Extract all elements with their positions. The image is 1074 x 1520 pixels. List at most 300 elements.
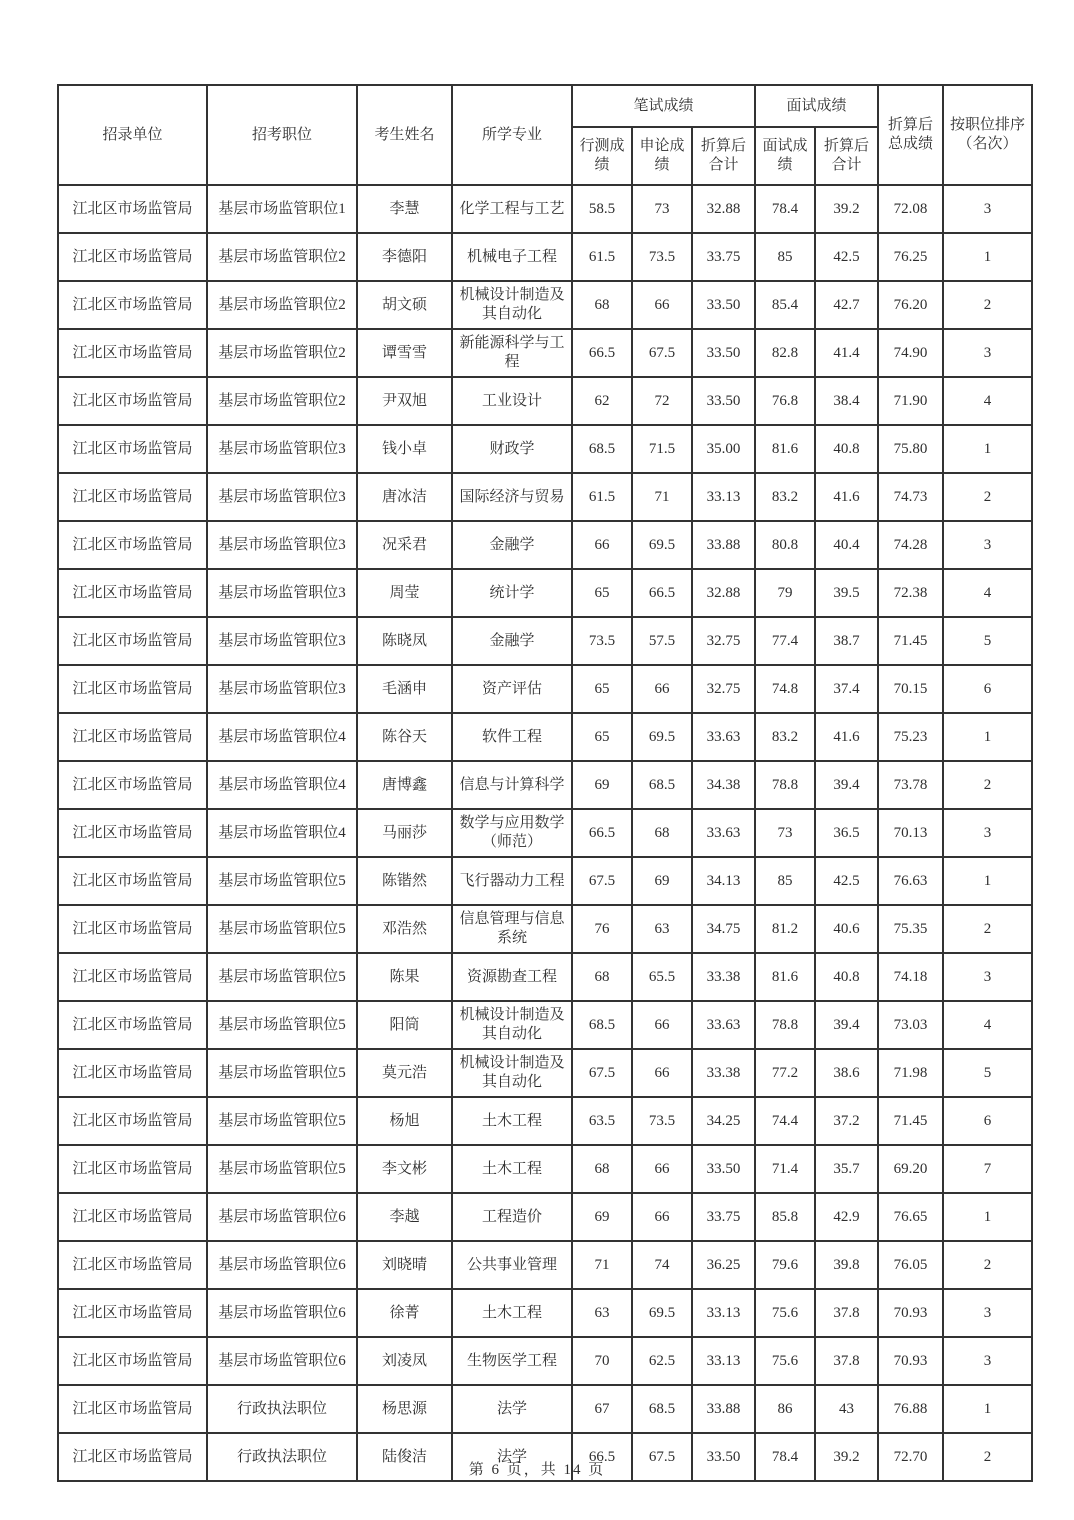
table-row: [58, 281, 1032, 329]
table-cell: 66: [632, 1001, 692, 1049]
table-cell: 基层市场监管职位2: [207, 329, 357, 377]
table-cell: 67.5: [572, 1049, 632, 1097]
table-row: [58, 1385, 1032, 1433]
table-cell: 69.5: [632, 713, 692, 761]
table-row: [58, 953, 1032, 1001]
table-cell: 32.88: [692, 569, 755, 617]
table-cell: 33.75: [692, 1193, 755, 1241]
table-cell: 39.5: [815, 569, 878, 617]
table-row: [58, 425, 1032, 473]
table-cell: 基层市场监管职位4: [207, 713, 357, 761]
table-cell: 71.90: [878, 377, 943, 425]
table-cell: 基层市场监管职位5: [207, 1097, 357, 1145]
table-cell: 化学工程与工艺: [452, 185, 572, 233]
table-cell: 79.6: [755, 1241, 815, 1289]
table-cell: 土木工程: [452, 1289, 572, 1337]
table-cell: 74.18: [878, 953, 943, 1001]
table-cell: 基层市场监管职位5: [207, 1001, 357, 1049]
table-cell: 66: [632, 665, 692, 713]
table-cell: 6: [943, 665, 1032, 713]
table-cell: 李越: [357, 1193, 452, 1241]
table-cell: 76.65: [878, 1193, 943, 1241]
col-header-interview-group: 面试成绩: [755, 85, 878, 127]
table-cell: 江北区市场监管局: [58, 1193, 207, 1241]
table-cell: 86: [755, 1385, 815, 1433]
table-cell: 国际经济与贸易: [452, 473, 572, 521]
table-cell: 72.70: [878, 1433, 943, 1481]
table-cell: 基层市场监管职位6: [207, 1241, 357, 1289]
table-cell: 42.5: [815, 857, 878, 905]
table-cell: 66.5: [572, 1433, 632, 1481]
col-header-interview-score: 面试成绩: [755, 127, 815, 185]
col-header-written-group: 笔试成绩: [572, 85, 755, 127]
table-cell: 74.4: [755, 1097, 815, 1145]
table-row: [58, 185, 1032, 233]
table-cell: 生物医学工程: [452, 1337, 572, 1385]
table-cell: 陈锴然: [357, 857, 452, 905]
table-cell: 39.2: [815, 185, 878, 233]
table-cell: 江北区市场监管局: [58, 1337, 207, 1385]
table-cell: 40.6: [815, 905, 878, 953]
table-cell: 基层市场监管职位6: [207, 1193, 357, 1241]
table-cell: 33.75: [692, 233, 755, 281]
table-cell: 基层市场监管职位2: [207, 281, 357, 329]
table-row: [58, 521, 1032, 569]
table-row: [58, 1241, 1032, 1289]
table-cell: 73.78: [878, 761, 943, 809]
table-row: [58, 1145, 1032, 1193]
table-cell: 72.38: [878, 569, 943, 617]
table-cell: 江北区市场监管局: [58, 233, 207, 281]
table-cell: 资源勘查工程: [452, 953, 572, 1001]
table-cell: 73: [632, 185, 692, 233]
table-cell: 33.13: [692, 1337, 755, 1385]
table-cell: 65: [572, 713, 632, 761]
table-cell: 基层市场监管职位5: [207, 953, 357, 1001]
table-row: [58, 569, 1032, 617]
table-row: [58, 1049, 1032, 1097]
table-cell: 85.8: [755, 1193, 815, 1241]
table-cell: 70.15: [878, 665, 943, 713]
table-cell: 江北区市场监管局: [58, 1289, 207, 1337]
table-cell: 85: [755, 857, 815, 905]
table-cell: 李德阳: [357, 233, 452, 281]
table-cell: 37.8: [815, 1337, 878, 1385]
table-cell: 69: [632, 857, 692, 905]
table-cell: 6: [943, 1097, 1032, 1145]
table-cell: 65: [572, 569, 632, 617]
table-cell: 5: [943, 617, 1032, 665]
table-cell: 61.5: [572, 473, 632, 521]
table-cell: 42.5: [815, 233, 878, 281]
table-row: [58, 1097, 1032, 1145]
table-cell: 陈谷天: [357, 713, 452, 761]
table-cell: 71.5: [632, 425, 692, 473]
table-cell: 40.4: [815, 521, 878, 569]
table-cell: 江北区市场监管局: [58, 857, 207, 905]
table-cell: 68.5: [632, 1385, 692, 1433]
table-cell: 65.5: [632, 953, 692, 1001]
table-cell: 江北区市场监管局: [58, 377, 207, 425]
table-cell: 72.08: [878, 185, 943, 233]
table-cell: 39.4: [815, 761, 878, 809]
table-cell: 基层市场监管职位4: [207, 761, 357, 809]
table-row: [58, 1289, 1032, 1337]
table-cell: 机械设计制造及其自动化: [452, 1001, 572, 1049]
table-cell: 65: [572, 665, 632, 713]
table-cell: 41.6: [815, 473, 878, 521]
table-cell: 38.6: [815, 1049, 878, 1097]
table-cell: 33.50: [692, 1145, 755, 1193]
table-cell: 81.6: [755, 953, 815, 1001]
table-cell: 基层市场监管职位3: [207, 473, 357, 521]
col-header-interview-converted: 折算后合计: [815, 127, 878, 185]
table-cell: 财政学: [452, 425, 572, 473]
table-cell: 机械电子工程: [452, 233, 572, 281]
table-cell: 金融学: [452, 617, 572, 665]
table-cell: 73.5: [572, 617, 632, 665]
table-cell: 江北区市场监管局: [58, 1385, 207, 1433]
table-cell: 基层市场监管职位3: [207, 425, 357, 473]
table-cell: 68: [632, 809, 692, 857]
table-cell: 33.88: [692, 521, 755, 569]
table-row: [58, 617, 1032, 665]
table-cell: 41.6: [815, 713, 878, 761]
table-cell: 70.13: [878, 809, 943, 857]
table-cell: 土木工程: [452, 1097, 572, 1145]
table-cell: 江北区市场监管局: [58, 1241, 207, 1289]
table-cell: 67: [572, 1385, 632, 1433]
table-cell: 68.5: [572, 425, 632, 473]
table-cell: 1: [943, 1385, 1032, 1433]
table-cell: 68.5: [572, 1001, 632, 1049]
table-cell: 莫元浩: [357, 1049, 452, 1097]
col-header-xingce-score: 行测成绩: [572, 127, 632, 185]
table-cell: 77.4: [755, 617, 815, 665]
table-cell: 李慧: [357, 185, 452, 233]
table-cell: 陈晓凤: [357, 617, 452, 665]
table-cell: 37.2: [815, 1097, 878, 1145]
table-cell: 阳筒: [357, 1001, 452, 1049]
table-cell: 刘晓晴: [357, 1241, 452, 1289]
table-cell: 75.6: [755, 1337, 815, 1385]
table-cell: 57.5: [632, 617, 692, 665]
table-cell: 3: [943, 1289, 1032, 1337]
table-cell: 32.75: [692, 665, 755, 713]
col-header-shenlun-score: 申论成绩: [632, 127, 692, 185]
table-cell: 74.90: [878, 329, 943, 377]
table-cell: 刘凌凤: [357, 1337, 452, 1385]
table-cell: 统计学: [452, 569, 572, 617]
table-cell: 江北区市场监管局: [58, 809, 207, 857]
table-cell: 73.5: [632, 1097, 692, 1145]
table-cell: 江北区市场监管局: [58, 1433, 207, 1481]
table-cell: 徐菁: [357, 1289, 452, 1337]
table-cell: 唐博鑫: [357, 761, 452, 809]
col-header-name: 考生姓名: [357, 85, 452, 185]
table-cell: 73.03: [878, 1001, 943, 1049]
table-cell: 3: [943, 329, 1032, 377]
table-cell: 81.6: [755, 425, 815, 473]
table-cell: 7: [943, 1145, 1032, 1193]
table-cell: 69.5: [632, 521, 692, 569]
table-cell: 37.4: [815, 665, 878, 713]
table-cell: 况采君: [357, 521, 452, 569]
table-cell: 江北区市场监管局: [58, 761, 207, 809]
table-cell: 杨思源: [357, 1385, 452, 1433]
table-cell: 66: [572, 521, 632, 569]
table-cell: 毛涵申: [357, 665, 452, 713]
table-row: [58, 761, 1032, 809]
header-group-row: [58, 85, 1032, 127]
table-cell: 73.5: [632, 233, 692, 281]
table-cell: 74.28: [878, 521, 943, 569]
table-cell: 邓浩然: [357, 905, 452, 953]
table-row: [58, 1001, 1032, 1049]
table-cell: 39.4: [815, 1001, 878, 1049]
table-cell: 江北区市场监管局: [58, 1049, 207, 1097]
table-cell: 33.88: [692, 1385, 755, 1433]
table-cell: 76.88: [878, 1385, 943, 1433]
table-cell: 资产评估: [452, 665, 572, 713]
table-cell: 63: [632, 905, 692, 953]
table-cell: 71: [572, 1241, 632, 1289]
table-cell: 78.8: [755, 1001, 815, 1049]
table-cell: 69.5: [632, 1289, 692, 1337]
table-cell: 76.8: [755, 377, 815, 425]
table-cell: 江北区市场监管局: [58, 425, 207, 473]
table-cell: 4: [943, 1001, 1032, 1049]
table-cell: 74: [632, 1241, 692, 1289]
table-cell: 68: [572, 281, 632, 329]
table-cell: 83.2: [755, 713, 815, 761]
table-cell: 行政执法职位: [207, 1433, 357, 1481]
table-cell: 76.63: [878, 857, 943, 905]
table-cell: 33.63: [692, 809, 755, 857]
table-cell: 软件工程: [452, 713, 572, 761]
table-cell: 唐冰洁: [357, 473, 452, 521]
table-cell: 42.9: [815, 1193, 878, 1241]
page-footer: 第 6 页，共 14 页: [468, 1462, 606, 1478]
table-cell: 江北区市场监管局: [58, 665, 207, 713]
table-cell: 基层市场监管职位3: [207, 665, 357, 713]
table-cell: 71.45: [878, 1097, 943, 1145]
table-cell: 36.25: [692, 1241, 755, 1289]
table-row: [58, 377, 1032, 425]
table-cell: 34.25: [692, 1097, 755, 1145]
table-cell: 行政执法职位: [207, 1385, 357, 1433]
table-cell: 81.2: [755, 905, 815, 953]
table-cell: 78.8: [755, 761, 815, 809]
table-cell: 70.93: [878, 1289, 943, 1337]
table-cell: 76.25: [878, 233, 943, 281]
table-cell: 杨旭: [357, 1097, 452, 1145]
score-table: [57, 84, 1033, 1482]
table-cell: 工业设计: [452, 377, 572, 425]
table-cell: 陆俊洁: [357, 1433, 452, 1481]
table-cell: 38.4: [815, 377, 878, 425]
table-cell: 69: [572, 1193, 632, 1241]
table-row: [58, 665, 1032, 713]
table-cell: 基层市场监管职位5: [207, 1049, 357, 1097]
table-cell: 基层市场监管职位5: [207, 905, 357, 953]
table-cell: 1: [943, 713, 1032, 761]
table-cell: 70.93: [878, 1337, 943, 1385]
table-cell: 42.7: [815, 281, 878, 329]
table-cell: 基层市场监管职位2: [207, 233, 357, 281]
table-cell: 72: [632, 377, 692, 425]
table-cell: 71.45: [878, 617, 943, 665]
table-cell: 85.4: [755, 281, 815, 329]
table-row: [58, 905, 1032, 953]
table-cell: 基层市场监管职位4: [207, 809, 357, 857]
table-cell: 机械设计制造及其自动化: [452, 1049, 572, 1097]
table-cell: 江北区市场监管局: [58, 1097, 207, 1145]
table-cell: 法学: [452, 1433, 572, 1481]
table-cell: 3: [943, 1337, 1032, 1385]
table-cell: 71.98: [878, 1049, 943, 1097]
table-cell: 33.50: [692, 377, 755, 425]
table-cell: 68: [572, 1145, 632, 1193]
table-cell: 67.5: [632, 1433, 692, 1481]
table-row: [58, 1193, 1032, 1241]
table-cell: 66: [632, 281, 692, 329]
table-cell: 1: [943, 233, 1032, 281]
table-cell: 36.5: [815, 809, 878, 857]
table-cell: 78.4: [755, 185, 815, 233]
table-cell: 80.8: [755, 521, 815, 569]
table-cell: 73: [755, 809, 815, 857]
table-cell: 66: [632, 1193, 692, 1241]
table-cell: 66: [632, 1145, 692, 1193]
table-cell: 66.5: [632, 569, 692, 617]
table-cell: 机械设计制造及其自动化: [452, 281, 572, 329]
table-row: [58, 233, 1032, 281]
table-cell: 79: [755, 569, 815, 617]
table-cell: 2: [943, 761, 1032, 809]
table-cell: 基层市场监管职位6: [207, 1337, 357, 1385]
table-cell: 江北区市场监管局: [58, 329, 207, 377]
table-cell: 43: [815, 1385, 878, 1433]
table-cell: 76.05: [878, 1241, 943, 1289]
table-cell: 公共事业管理: [452, 1241, 572, 1289]
table-cell: 3: [943, 521, 1032, 569]
table-cell: 新能源科学与工程: [452, 329, 572, 377]
table-cell: 基层市场监管职位3: [207, 569, 357, 617]
table-cell: 37.8: [815, 1289, 878, 1337]
table-cell: 基层市场监管职位3: [207, 617, 357, 665]
table-cell: 40.8: [815, 425, 878, 473]
table-cell: 江北区市场监管局: [58, 617, 207, 665]
table-cell: 胡文硕: [357, 281, 452, 329]
table-cell: 1: [943, 425, 1032, 473]
table-cell: 75.35: [878, 905, 943, 953]
table-cell: 基层市场监管职位2: [207, 377, 357, 425]
table-cell: 35.00: [692, 425, 755, 473]
table-cell: 66.5: [572, 329, 632, 377]
table-cell: 5: [943, 1049, 1032, 1097]
table-row: [58, 713, 1032, 761]
col-header-major: 所学专业: [452, 85, 572, 185]
table-cell: 62: [572, 377, 632, 425]
table-cell: 76: [572, 905, 632, 953]
table-cell: 基层市场监管职位3: [207, 521, 357, 569]
table-cell: 江北区市场监管局: [58, 521, 207, 569]
table-cell: 68: [572, 953, 632, 1001]
table-cell: 33.50: [692, 281, 755, 329]
table-cell: 基层市场监管职位1: [207, 185, 357, 233]
table-cell: 江北区市场监管局: [58, 281, 207, 329]
table-cell: 3: [943, 953, 1032, 1001]
table-cell: 江北区市场监管局: [58, 1001, 207, 1049]
table-cell: 69.20: [878, 1145, 943, 1193]
table-cell: 信息与计算科学: [452, 761, 572, 809]
table-cell: 江北区市场监管局: [58, 185, 207, 233]
table-cell: 尹双旭: [357, 377, 452, 425]
table-cell: 40.8: [815, 953, 878, 1001]
table-cell: 63: [572, 1289, 632, 1337]
table-cell: 4: [943, 569, 1032, 617]
table-cell: 钱小卓: [357, 425, 452, 473]
table-cell: 2: [943, 905, 1032, 953]
table-cell: 66: [632, 1049, 692, 1097]
table-cell: 1: [943, 857, 1032, 905]
table-cell: 34.38: [692, 761, 755, 809]
table-row: [58, 473, 1032, 521]
table-cell: 82.8: [755, 329, 815, 377]
table-cell: 33.63: [692, 1001, 755, 1049]
table-cell: 62.5: [632, 1337, 692, 1385]
table-cell: 33.38: [692, 953, 755, 1001]
table-row: [58, 857, 1032, 905]
table-cell: 2: [943, 1241, 1032, 1289]
table-cell: 陈果: [357, 953, 452, 1001]
col-header-position: 招考职位: [207, 85, 357, 185]
table-cell: 金融学: [452, 521, 572, 569]
col-header-total-score: 折算后总成绩: [878, 85, 943, 185]
table-row: [58, 1337, 1032, 1385]
table-cell: 33.50: [692, 329, 755, 377]
table-cell: 周莹: [357, 569, 452, 617]
table-cell: 69: [572, 761, 632, 809]
table-cell: 3: [943, 185, 1032, 233]
table-cell: 78.4: [755, 1433, 815, 1481]
table-cell: 34.75: [692, 905, 755, 953]
table-cell: 75.23: [878, 713, 943, 761]
table-cell: 39.8: [815, 1241, 878, 1289]
table-cell: 70: [572, 1337, 632, 1385]
table-cell: 基层市场监管职位6: [207, 1289, 357, 1337]
table-cell: 67.5: [632, 329, 692, 377]
table-body: [58, 185, 1032, 1481]
table-cell: 数学与应用数学（师范）: [452, 809, 572, 857]
table-cell: 39.2: [815, 1433, 878, 1481]
table-cell: 71.4: [755, 1145, 815, 1193]
table-cell: 66.5: [572, 809, 632, 857]
table-row: [58, 329, 1032, 377]
table-cell: 58.5: [572, 185, 632, 233]
table-cell: 李文彬: [357, 1145, 452, 1193]
table-cell: 74.73: [878, 473, 943, 521]
table-cell: 32.88: [692, 185, 755, 233]
table-cell: 33.63: [692, 713, 755, 761]
table-cell: 33.38: [692, 1049, 755, 1097]
table-cell: 61.5: [572, 233, 632, 281]
table-cell: 85: [755, 233, 815, 281]
table-cell: 马丽莎: [357, 809, 452, 857]
table-cell: 江北区市场监管局: [58, 713, 207, 761]
table-cell: 41.4: [815, 329, 878, 377]
